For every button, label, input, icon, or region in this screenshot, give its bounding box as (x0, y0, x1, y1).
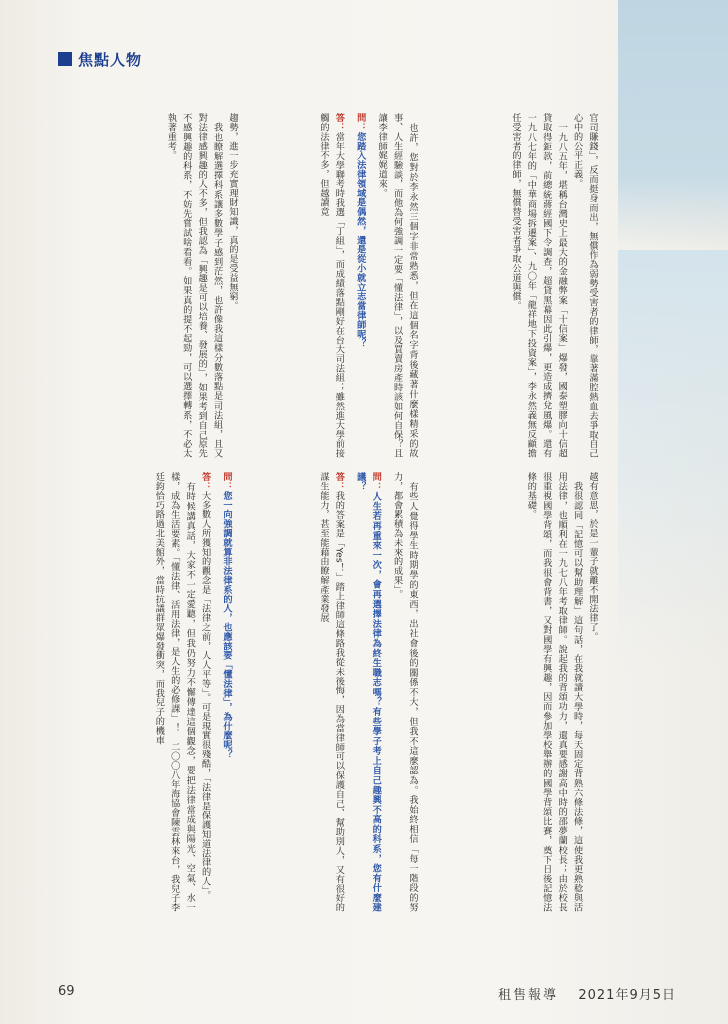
paragraph: 有些人覺得學生時期學的東西，出社會後的關係不大，但我不這麼認為。我始終相信「每一階段的努力，都會累積為未來的成果」。 (391, 472, 418, 912)
side-decoration-strip (618, 0, 728, 250)
section-title: 焦點人物 (78, 50, 143, 69)
publication-name: 租售報導 (497, 988, 558, 1003)
issue-date: 2021年9月5日 (578, 988, 676, 1003)
question-label: 問： (370, 472, 382, 492)
paragraph (225, 113, 240, 458)
paragraph: 越有意思，於是一輩子就離不開法律了。 (587, 472, 598, 642)
paragraph-text: 二〇〇八年海協會陳雲林來台，我兒子李廷鈞恰巧路過北美館外，當時抗議群眾爆發衝突，而我兒子的機車 (153, 472, 180, 912)
paragraph: 我很認同「記憶可以幫助理解」這句話，在我就讀大學時，每天固定背熟六條法條，這使我更熟稔與活用法律，也順利在一九七八年考取律師。說起我的背頌功力，還真要感謝高中時的邵夢蘭校長；由於校長很重視國學背頌，而我很會背書，又對國學有興趣，因而參加學校舉辦的國學背頌比賽，奠下日後記憶法條的基礎。 (525, 472, 583, 912)
page-footer (58, 984, 676, 1006)
paragraph-text: 有時候講真話，大家不一定愛聽，但我仍努力不懈傳達這個觀念，要把法律當成與陽光、空氣、水一樣，成為生活要素。「懂法律、活用法律，是人生的必修課」！ (168, 472, 196, 912)
article-column-5 (58, 113, 240, 458)
question-text: 人生若再重來一次，會再選擇法律為終生職志嗎？有些學子考上自己趣興不高的科系，您有什麼建議？ (354, 472, 382, 912)
page-number: 69 (58, 984, 75, 999)
paragraph: 官司賺錢」，反而挺身而出，無償作為弱勢受害者的律師，靠著滿腔熱血去爭取自己心中的公平正義。 (571, 113, 598, 458)
answer-label: 答： (333, 472, 345, 491)
paragraph-text: 我也瞭解選擇科系讓多數學子感到茫然，也許像我這樣分數落點是司法組，且又對法律感興趣的人不多，但我認為「興趣是可以培養、發展的」，如果考到自己原先不感興趣的科系，不妨先嘗試啥看看。如果真的提不起勁，可以選擇轉系，不必太執著重考。 (165, 113, 223, 458)
answer-3 (197, 472, 212, 912)
header-square-icon (58, 52, 72, 66)
answer-1 (316, 113, 347, 458)
question-3-text: 您一向強調就算非法律系的人，也應該要「懂法律」，為什麼呢？ (221, 490, 232, 759)
article-column-4 (250, 472, 420, 912)
paragraph: 也許，您對於李永然三個字非常熟悉，但在這個名字背後藏著什麼樣精采的故事、人生經驗談，而他為何強調一定要「懂法律」，以及買賣房產時該如何自保？且讓李律師娓娓道來。 (376, 113, 418, 458)
question-3-label: 問： (221, 472, 232, 491)
question-text: 您踏入法律領域是偶然，還是從小就立志當律師呢？ (354, 131, 366, 349)
question-3 (219, 472, 234, 912)
article-column-3 (250, 113, 420, 458)
answer-3-label: 答： (199, 472, 211, 491)
answer-text: 我的答案是「Yes！」踏上律師這條路我從未後悔，因為當律師可以保護自己、幫助別人，又有很好的謀生能力，甚至能藉由瞭解產業發展 (317, 472, 345, 912)
answer-2 (316, 472, 347, 912)
article-column-2 (430, 472, 600, 912)
answer-text: 當年大學聯考時我選「丁組」，而成績落點剛好在台大司法組；雖然進大學前接觸的法律不多，但越讀竟 (317, 113, 345, 458)
answer-label: 答： (333, 113, 345, 132)
question-1 (352, 113, 367, 458)
section-header (58, 46, 142, 72)
article-column-1 (430, 113, 600, 458)
paragraph (165, 113, 222, 458)
paragraph: 一九八五年，堪稱台灣史上最大的金融弊案「十信案」爆發，國泰塑膠向十信超貸取得鉅款，前總統蔣經國下令調查，超貸黑幕因此引爆，更造成擠兌風爆。還有一九八七年的「中華商場拆遷案」、九〇年「龍祥地下投資案」，李永然義無反顧擔任受害者的律師，無償替受害者爭取公道與償。 (509, 113, 568, 458)
question-2 (352, 472, 383, 912)
article-column-6 (58, 472, 240, 912)
side-decoration-fade (618, 250, 728, 670)
question-label: 問： (354, 113, 366, 132)
answer-3-text: 大多數人所獲知的觀念是「法律之前，人人平等」。可是現實很殘酷，「法律是保護知道法律的人」。 (199, 490, 211, 901)
paragraph-text: 趨勢，進一步充實理財知識，真的是受益無窮。 (227, 113, 238, 311)
